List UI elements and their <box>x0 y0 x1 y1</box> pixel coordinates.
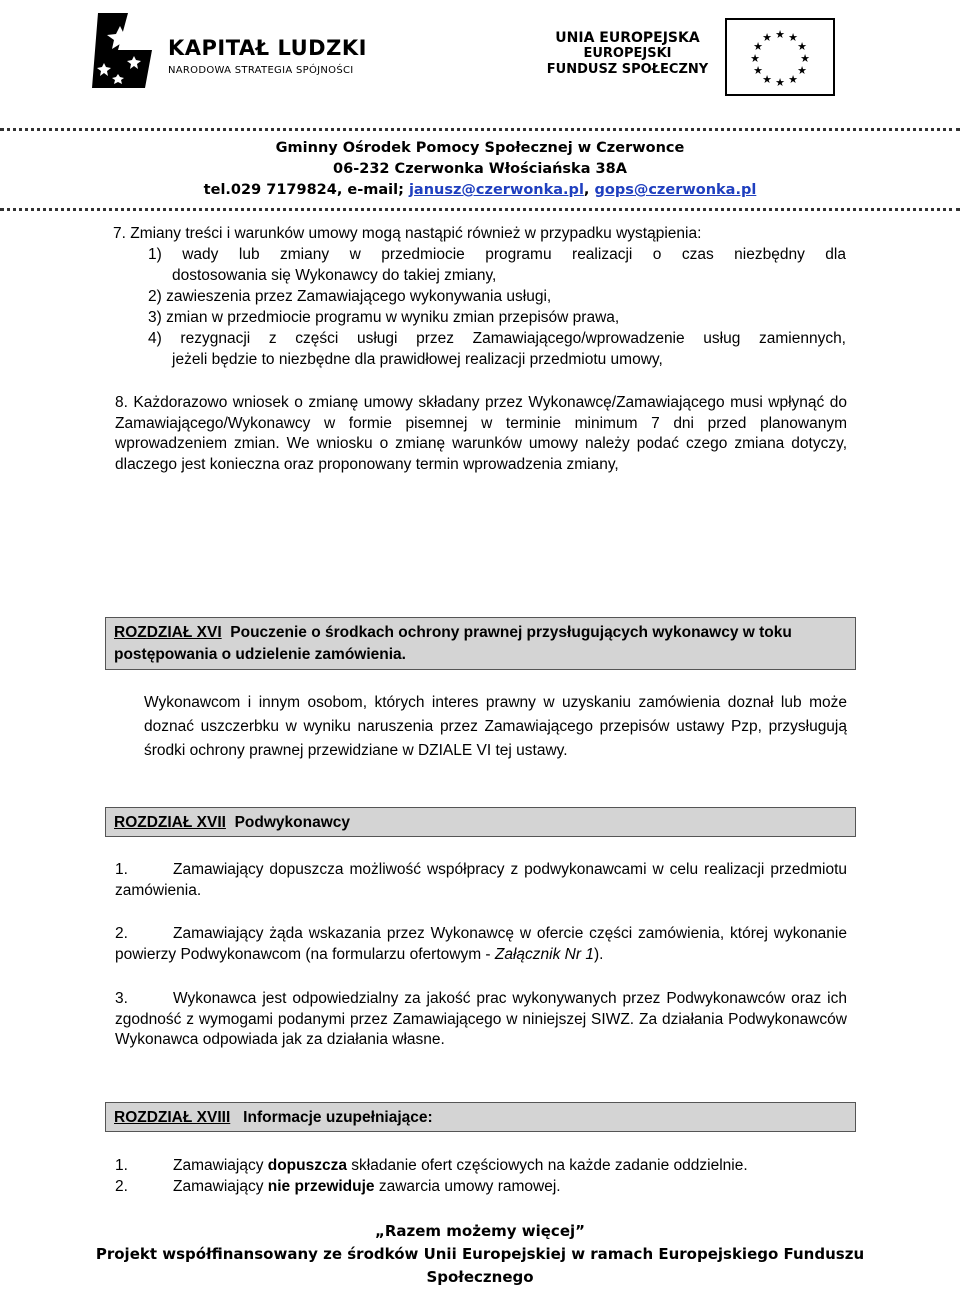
institution-address: 06-232 Czerwonka Włościańska 38A <box>333 161 627 177</box>
item-7-sub4-line1: 4) rezygnacji z części usługi przez Zamawiającego/wprowadzenie usług zamiennych, <box>148 330 846 347</box>
eu-line3: FUNDUSZ SPOŁECZNY <box>546 62 709 77</box>
svg-text:★: ★ <box>800 52 810 65</box>
svg-text:★: ★ <box>797 40 807 53</box>
section-18-number: ROZDZIAŁ XVIII <box>114 1109 231 1126</box>
point-text: Wykonawca jest odpowiedzialny za jakość prac wykonywanych przez Podwykonawców oraz ich zgodność z wymogami podanymi przez Zamawiającego w niniejszej SIWZ. Za działania Podwykonawców Wykonawca odpowiada jak za działania własne. <box>115 990 847 1048</box>
eu-flag-icon <box>725 18 835 96</box>
section-17-point-1 <box>115 860 847 901</box>
eu-line2: EUROPEJSKI <box>583 46 672 61</box>
svg-text:★: ★ <box>788 31 798 44</box>
eu-line1: UNIA EUROPEJSKA <box>555 30 700 46</box>
section-16-header <box>105 617 856 670</box>
point-text: Zamawiający żąda wskazania przez Wykonawcę w ofercie części zamówienia, której wykonanie powierzy Podwykonawcom (na formularzu ofertowym - <box>115 925 847 963</box>
header-divider-bottom <box>0 208 960 211</box>
section-18-header <box>105 1102 856 1132</box>
point-text-end: składanie ofert częściowych na każde zadanie oddzielnie. <box>346 1157 748 1174</box>
header-divider-top <box>0 128 960 131</box>
kapital-ludzki-logo <box>90 8 370 93</box>
email-link-gops[interactable]: gops@czerwonka.pl <box>594 182 757 198</box>
point-number: 3. <box>115 990 128 1007</box>
point-text-end: zawarcia umowy ramowej. <box>374 1178 561 1195</box>
item-7-sub3: 3) zmian w przedmiocie programu w wyniku zmian przepisów prawa, <box>148 309 620 326</box>
svg-text:★: ★ <box>797 64 807 77</box>
section-16-title: Pouczenie o środkach ochrony prawnej przysługujących wykonawcy w toku postępowania o udzielenie zamówienia. <box>114 624 792 663</box>
section-18-point-1 <box>115 1156 855 1177</box>
svg-text:★: ★ <box>762 73 772 86</box>
point-number: 2. <box>115 1178 128 1195</box>
section-16-number: ROZDZIAŁ XVI <box>114 624 222 641</box>
item-8-paragraph: 8. Każdorazowo wniosek o zmianę umowy składany przez Wykonawcę/Zamawiającego musi wpłynąć do Zamawiającego/Wykonawcy w formie pisemnej w terminie minimum 7 dni przed planowanym wprowadzeniem zmian. We wniosku o zmianę warunków umowy należy podać czego zmiana dotyczy, dlaczego jest konieczna oraz proponowany termin wprowadzenia zmiany, <box>115 394 847 473</box>
point-text: Zamawiający <box>173 1157 268 1174</box>
institution-contact <box>0 180 960 201</box>
point-emphasis: dopuszcza <box>267 1157 347 1174</box>
institution-block <box>0 138 960 201</box>
kapital-ludzki-title: KAPITAŁ LUDZKI <box>168 36 367 60</box>
svg-text:★: ★ <box>753 40 763 53</box>
point-text: Zamawiający <box>173 1178 268 1195</box>
email-link-janusz[interactable]: janusz@czerwonka.pl <box>408 182 584 198</box>
institution-name: Gminny Ośrodek Pomocy Społecznej w Czerwonce <box>275 140 685 156</box>
email-separator: , <box>583 182 595 198</box>
footer-motto: „Razem możemy więcej” <box>375 1222 585 1240</box>
svg-text:★: ★ <box>788 73 798 86</box>
footer-line1: Projekt współfinansowany ze środków Unii Europejskiej w ramach Europejskiego Funduszu <box>95 1245 865 1263</box>
point-text: Zamawiający dopuszcza możliwość współpracy z podwykonawcami w celu realizacji przedmiotu zamówienia. <box>115 861 847 899</box>
section-17-header <box>105 807 856 837</box>
kapital-ludzki-subtitle: NARODOWA STRATEGIA SPÓJNOŚCI <box>168 65 354 76</box>
section-17-point-2 <box>115 924 847 965</box>
contact-prefix: tel.029 7179824, e-mail; <box>203 182 409 198</box>
section-18-title: Informacje uzupełniające: <box>243 1109 433 1126</box>
attachment-reference: Załącznik Nr 1 <box>494 945 594 963</box>
section-16-body: Wykonawcom i innym osobom, których interes prawny w uzyskaniu zamówienia doznał lub może doznać uszczerbku w wyniku naruszenia przez Zamawiającego przepisów ustawy Pzp, przysługują środki ochrony prawnej przewidziane w DZIALE VI tej ustawy. <box>144 694 847 759</box>
item-7-sub1-line1: 1) wady lub zmiany w przedmiocie programu realizacji o czas niezbędny dla <box>148 246 846 263</box>
point-emphasis: nie przewiduje <box>267 1178 375 1195</box>
footer <box>0 1220 960 1289</box>
point-text-end: ). <box>593 945 604 963</box>
section-17-number: ROZDZIAŁ XVII <box>114 814 226 831</box>
section-17-point-3 <box>115 989 847 1051</box>
svg-text:★: ★ <box>762 31 772 44</box>
section-17-title: Podwykonawcy <box>234 814 351 831</box>
section-18-point-2 <box>115 1177 855 1198</box>
item-7-sub4-line2: jeżeli będzie to niezbędne dla prawidłowej realizacji przedmiotu umowy, <box>172 351 663 368</box>
item-7-intro: 7. Zmiany treści i warunków umowy mogą nastąpić również w przypadku wystąpienia: <box>113 225 702 242</box>
point-number: 1. <box>115 861 128 878</box>
svg-text:★: ★ <box>775 28 785 41</box>
point-number: 2. <box>115 925 128 942</box>
item-7-sub1-line2: dostosowania się Wykonawcy do takiej zmiany, <box>172 267 497 284</box>
svg-text:★: ★ <box>753 64 763 77</box>
kapital-ludzki-emblem-icon <box>90 8 160 93</box>
footer-line2: Społecznego <box>426 1268 534 1286</box>
svg-text:★: ★ <box>775 76 785 89</box>
point-number: 1. <box>115 1157 128 1174</box>
item-7-sub2: 2) zawieszenia przez Zamawiającego wykonywania usługi, <box>148 288 552 305</box>
svg-text:★: ★ <box>750 52 760 65</box>
eu-logo <box>545 18 845 108</box>
